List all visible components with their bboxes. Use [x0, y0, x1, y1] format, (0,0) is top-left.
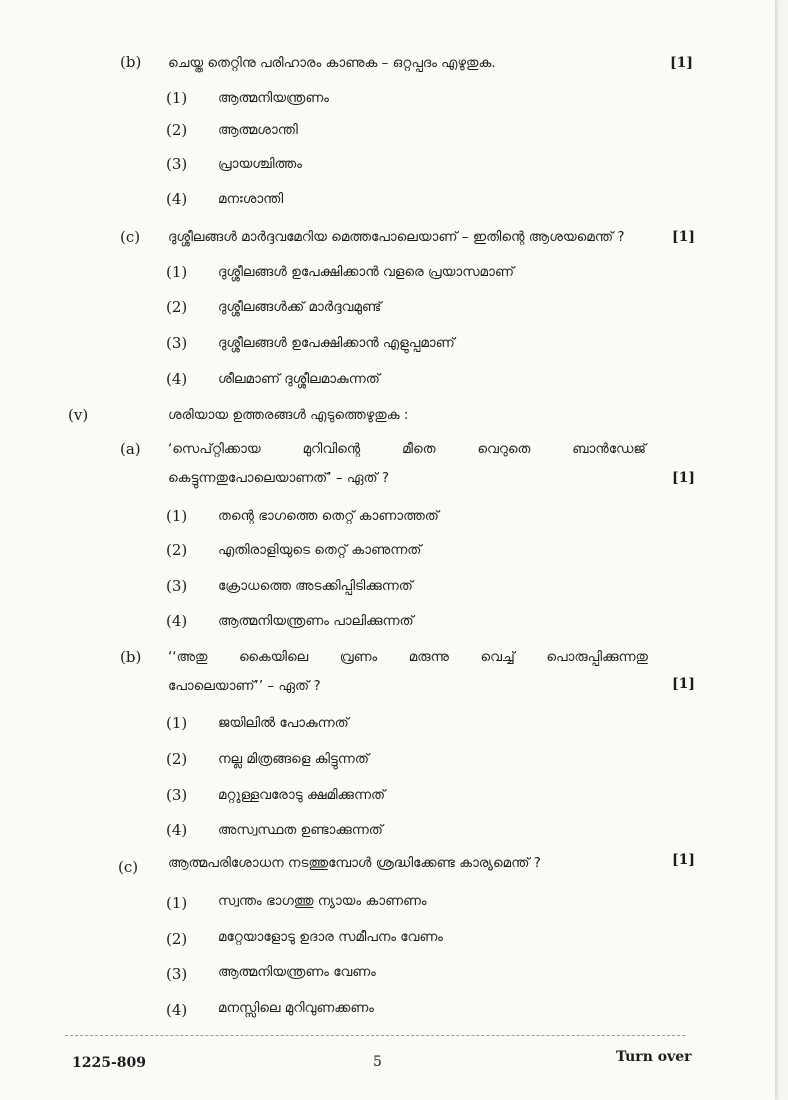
footer-divider	[65, 1035, 685, 1036]
option-number: (3)	[166, 965, 188, 983]
question-c-text: ദുശ്ശീലങ്ങൾ മാർദ്ദവമേറിയ മെത്തപോലെയാണ് – ഇതിന്റെ ആശയമെന്ത് ?	[168, 229, 625, 245]
option-text: മനഃശാന്തി	[218, 191, 284, 207]
question-va-marks: [1]	[672, 470, 695, 486]
section-v-instruction: ശരിയായ ഉത്തരങ്ങൾ എടുത്തെഴുതുക :	[168, 407, 409, 423]
question-vb-line1	[168, 649, 648, 665]
option-text: നല്ല മിത്രങ്ങളെ കിട്ടുന്നത്	[218, 751, 369, 767]
option-number: (1)	[166, 507, 188, 525]
option-number: (4)	[166, 190, 188, 208]
option-text: അസ്വസ്ഥത ഉണ്ടാക്കുന്നത്	[218, 822, 383, 838]
option-number: (3)	[166, 334, 188, 352]
question-va-line2: കെട്ടുന്നതുപോലെയാണത്’ – ഏത് ?	[168, 470, 390, 486]
option-number: (4)	[166, 370, 188, 388]
question-vc-text: ആത്മപരിശോധന നടത്തുമ്പോൾ ശ്രദ്ധിക്കേണ്ട കാര്യമെന്ത് ?	[168, 855, 541, 871]
option-text: മനസ്സിലെ മുറിവുണക്കണം	[218, 1000, 374, 1016]
question-word: ബാൻഡേജ്	[572, 441, 646, 457]
option-text: ആത്മനിയന്ത്രണം വേണം	[218, 964, 376, 980]
option-number: (2)	[166, 930, 188, 948]
question-va-label: (a)	[120, 440, 141, 458]
question-word: വെച്ച്	[480, 649, 515, 665]
option-text: ജയിലിൽ പോകുന്നത്	[218, 715, 349, 731]
question-b-label: (b)	[120, 53, 142, 71]
option-text: ദുശ്ശീലങ്ങൾ ഉപേക്ഷിക്കാൻ വളരെ പ്രയാസമാണ്	[218, 264, 514, 280]
option-number: (3)	[166, 577, 188, 595]
question-word: വ്രണം	[339, 649, 378, 665]
option-text: തന്റെ ഭാഗത്തെ തെറ്റ് കാണാത്തത്	[218, 508, 439, 524]
question-b-marks: [1]	[670, 55, 693, 71]
question-word: മുറിവിന്റെ	[302, 441, 361, 457]
question-vb-label: (b)	[120, 648, 142, 666]
option-text: ആത്മനിയന്ത്രണം പാലിക്കുന്നത്	[218, 613, 414, 629]
option-number: (2)	[166, 298, 188, 316]
question-vb-marks: [1]	[672, 676, 695, 692]
option-number: (3)	[166, 786, 188, 804]
option-number: (4)	[166, 612, 188, 630]
question-vc-marks: [1]	[672, 852, 695, 868]
option-number: (2)	[166, 541, 188, 559]
question-c-marks: [1]	[672, 229, 695, 245]
question-b-text: ചെയ്ത തെറ്റിനു പരിഹാരം കാണുക – ഒറ്റപ്പദം എഴുതുക.	[168, 55, 496, 71]
option-text: മറ്റുള്ളവരോടു ക്ഷമിക്കുന്നത്	[218, 787, 386, 803]
question-word: പൊരുപ്പിക്കുന്നതു	[546, 649, 648, 665]
option-text: ആത്മശാന്തി	[218, 122, 298, 138]
option-number: (1)	[166, 263, 188, 281]
question-word: കൈയിലെ	[238, 649, 309, 665]
option-number: (4)	[166, 1001, 188, 1019]
option-text: ക്രോധത്തെ അടക്കിപ്പിടിക്കുന്നത്	[218, 578, 413, 594]
option-text: ശീലമാണ് ദുശ്ശീലമാകുന്നത്	[218, 371, 380, 387]
option-number: (3)	[166, 155, 188, 173]
question-word: ‘സെപ്റ്റിക്കായ	[168, 441, 261, 457]
question-vc-label: (c)	[118, 858, 139, 876]
question-word: ‘‘അതു	[168, 649, 208, 665]
option-text: ദുശ്ശീലങ്ങൾ ഉപേക്ഷിക്കാൻ എളുപ്പമാണ്	[218, 335, 455, 351]
option-text: പ്രായശ്ചിത്തം	[218, 156, 302, 172]
option-number: (2)	[166, 750, 188, 768]
turn-over-note: Turn over	[616, 1049, 692, 1065]
option-text: സ്വന്തം ഭാഗത്തു ന്യായം കാണണം	[218, 893, 427, 909]
option-number: (2)	[166, 121, 188, 139]
option-number: (1)	[166, 894, 188, 912]
question-va-line1	[168, 441, 646, 457]
option-number: (1)	[166, 714, 188, 732]
question-word: മീതെ	[402, 441, 436, 457]
page-number: 5	[373, 1054, 382, 1070]
option-number: (1)	[166, 89, 188, 107]
option-text: എതിരാളിയുടെ തെറ്റ് കാണുന്നത്	[218, 542, 422, 558]
question-c-label: (c)	[120, 228, 141, 246]
question-vb-line2: പോലെയാണ്’’ – ഏത് ?	[168, 678, 321, 694]
option-text: മറ്റേയാളോടു ഉദാര സമീപനം വേണം	[218, 929, 443, 945]
option-number: (4)	[166, 821, 188, 839]
option-text: ആത്മനിയന്ത്രണം	[218, 90, 329, 106]
question-word: വെറുതെ	[477, 441, 531, 457]
option-text: ദുശ്ശീലങ്ങൾക്ക് മാർദ്ദവമുണ്ട്	[218, 299, 382, 315]
section-v-label: (v)	[68, 406, 89, 424]
question-word: മരുന്നു	[408, 649, 449, 665]
paper-code: 1225-809	[72, 1055, 146, 1071]
